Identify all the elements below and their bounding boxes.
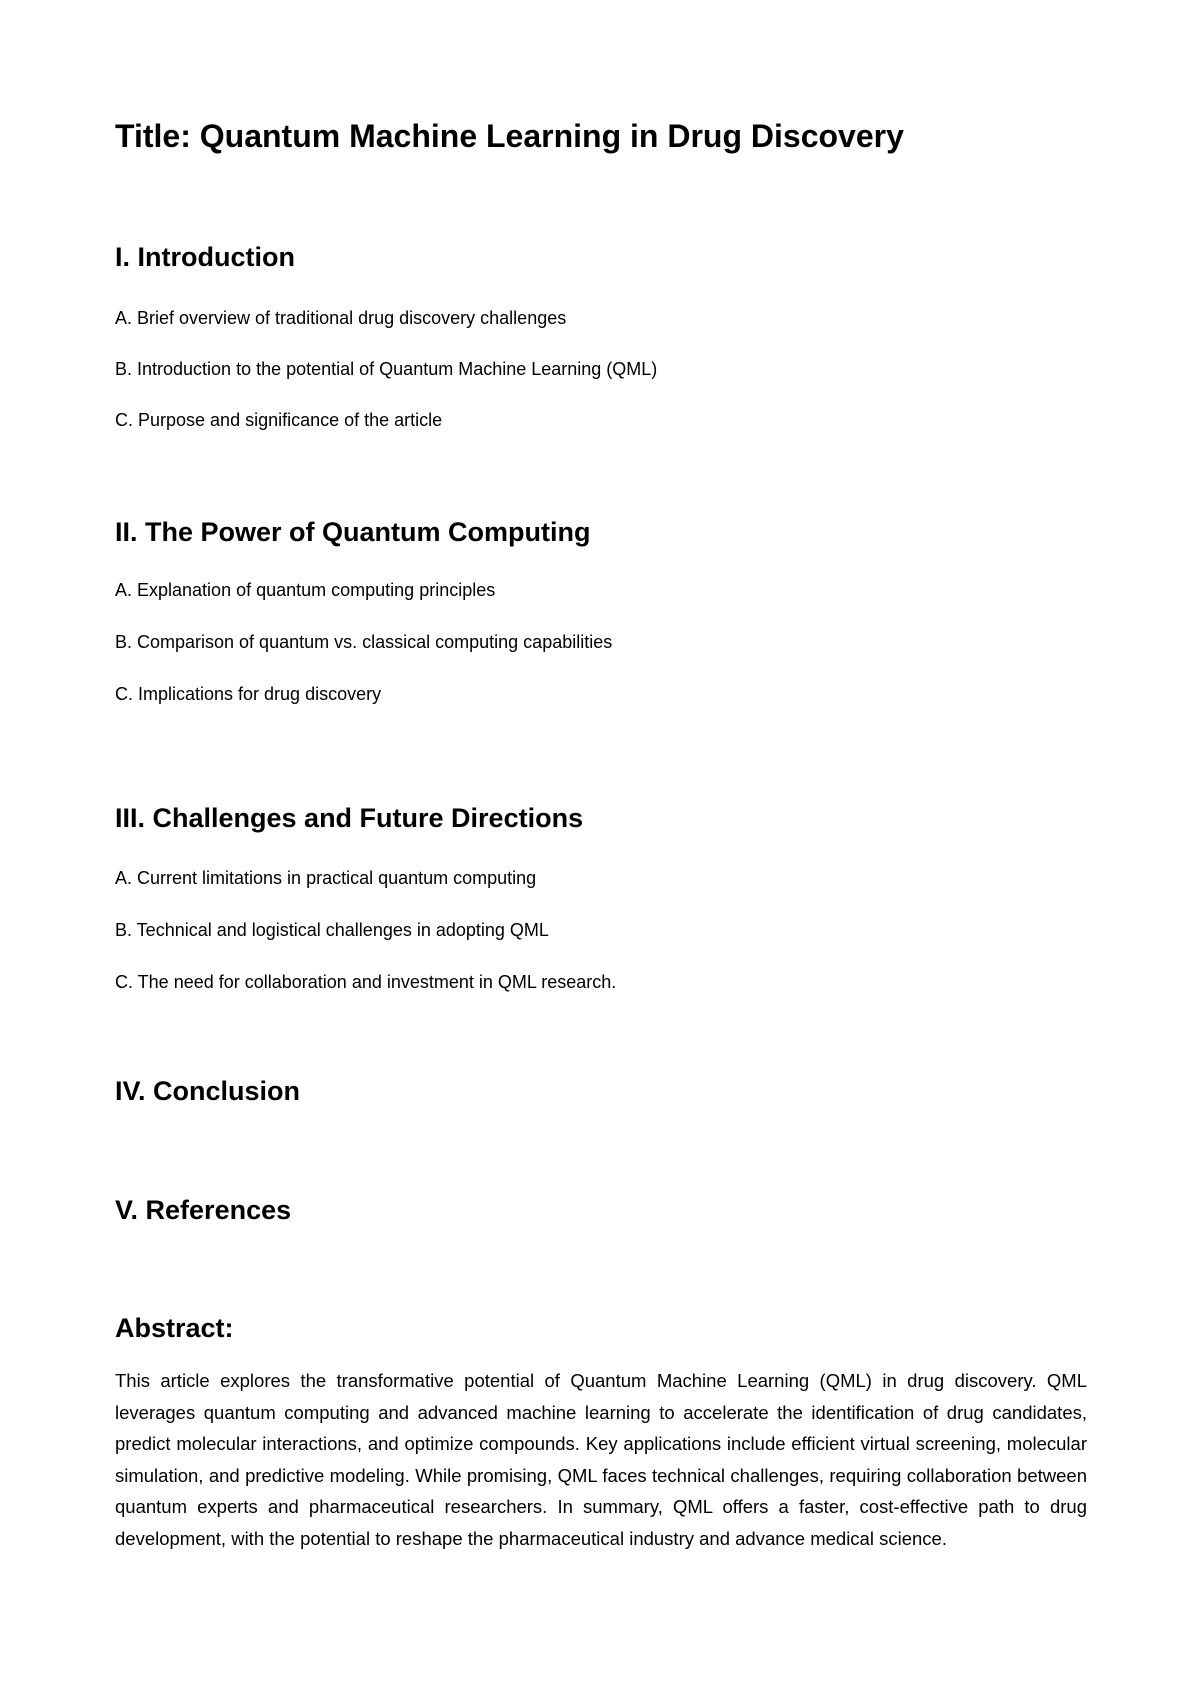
section-heading-challenges: III. Challenges and Future Directions bbox=[115, 803, 584, 833]
document-title: Title: Quantum Machine Learning in Drug Discovery bbox=[115, 118, 904, 154]
outline-item-intro-b: B. Introduction to the potential of Quantum Machine Learning (QML) bbox=[115, 359, 658, 379]
outline-item-challenges-a: A. Current limitations in practical quantum computing bbox=[115, 868, 537, 888]
abstract-body: This article explores the transformative potential of Quantum Machine Learning (QML) in drug discovery. QML leverages quantum computing and advanced machine learning to accelerate the identification of drug candidates, predict molecular interactions, and optimize compounds. Key applications include efficient virtual screening, molecular simulation, and predictive modeling. While promising, QML faces technical challenges, requiring collaboration between quantum experts and pharmaceutical researchers. In summary, QML offers a faster, cost-effective path to drug development, with the potential to reshape the pharmaceutical industry and advance medical science. bbox=[115, 1370, 1087, 1549]
outline-item-intro-c: C. Purpose and significance of the article bbox=[115, 410, 443, 430]
section-heading-references: V. References bbox=[115, 1195, 292, 1225]
abstract-heading: Abstract: bbox=[115, 1313, 234, 1343]
section-heading-introduction: I. Introduction bbox=[115, 242, 295, 272]
outline-item-power-b: B. Comparison of quantum vs. classical computing capabilities bbox=[115, 632, 613, 652]
outline-item-challenges-b: B. Technical and logistical challenges in adopting QML bbox=[115, 920, 549, 940]
outline-item-power-c: C. Implications for drug discovery bbox=[115, 684, 382, 704]
section-heading-conclusion: IV. Conclusion bbox=[115, 1076, 301, 1106]
outline-item-challenges-c: C. The need for collaboration and investment in QML research. bbox=[115, 972, 617, 992]
outline-item-intro-a: A. Brief overview of traditional drug discovery challenges bbox=[115, 308, 567, 328]
section-heading-power-of-quantum-computing: II. The Power of Quantum Computing bbox=[115, 517, 591, 547]
outline-item-power-a: A. Explanation of quantum computing principles bbox=[115, 580, 496, 600]
